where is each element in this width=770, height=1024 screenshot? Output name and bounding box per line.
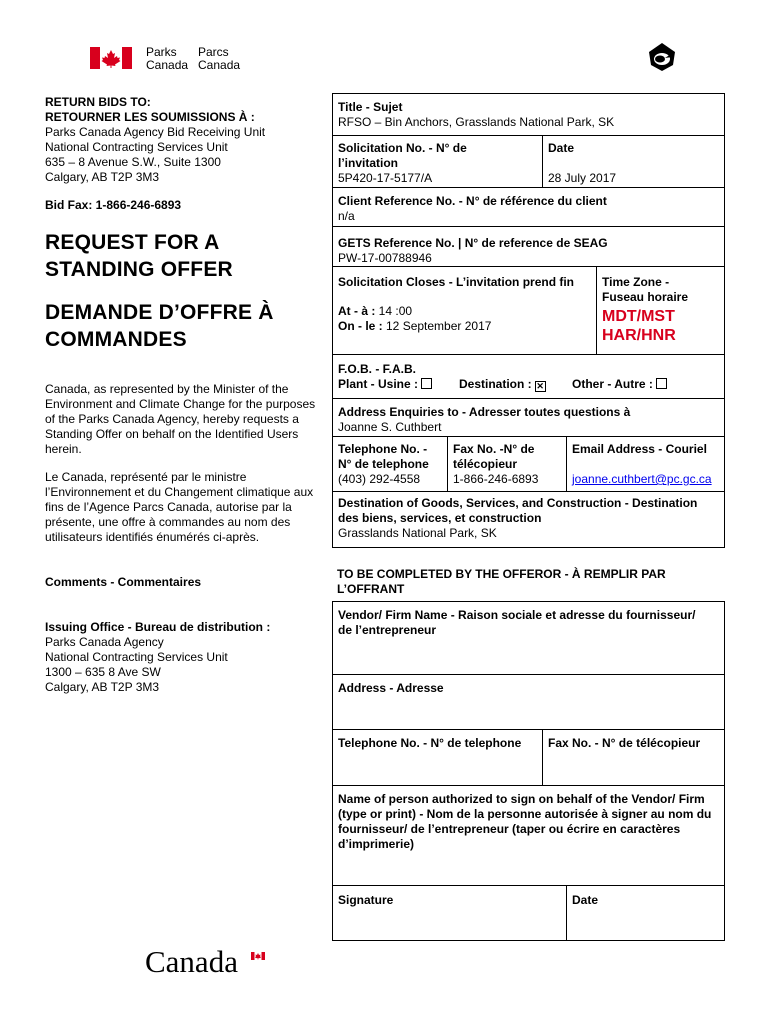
return-bids-block (45, 95, 265, 185)
gets-reference-value: PW-17-00788946 (338, 251, 432, 265)
telephone-field: Telephone No. - N° de telephone (403) 292-4558 (333, 436, 447, 491)
client-reference-value: n/a (338, 209, 355, 223)
authorized-person-field[interactable]: Name of person authorized to sign on behalf of the Vendor/ Firm (type or print) - Nom de la personne autorisée à signer au nom du fournisseur/ de l’entrepreneur (taper ou écrire en caractères d’imprimerie) (333, 785, 724, 885)
vendor-fax-field[interactable]: Fax No. - N° de télécopieur (542, 729, 724, 785)
issuing-office-label: Issuing Office - Bureau de distribution : (45, 620, 271, 634)
return-address-line: 635 – 8 Avenue S.W., Suite 1300 (45, 155, 221, 169)
vendor-name-field[interactable]: Vendor/ Firm Name - Raison sociale et adresse du fournisseur/ de l’entrepreneur (338, 608, 696, 637)
issuing-address-line: Parks Canada Agency (45, 635, 164, 649)
intro-fr: Le Canada, représenté par le ministre l’Environnement et du Changement climatique aux fins de l’Agence Parcs Canada, autorise par la présente, une offre à commandes au nom des utilisateurs identifiés énumérés ci-après. (45, 470, 314, 544)
org-name-en: Parks Canada (146, 45, 189, 72)
solicitation-no-field: Solicitation No. - N° de l’invitation 5P420-17-5177/A (333, 135, 542, 187)
vendor-address-field[interactable]: Address - Adresse (333, 674, 724, 729)
signature-field[interactable]: Signature (333, 885, 566, 940)
destination-goods-field: Destination of Goods, Services, and Construction - Destination des biens, services, et construction Grasslands National Park, SK (333, 491, 724, 547)
destination-goods-value: Grasslands National Park, SK (338, 526, 497, 540)
comments-label: Comments - Commentaires (45, 575, 202, 589)
destination-checkbox[interactable]: ✕ (536, 381, 544, 391)
heading-fr: DEMANDE D’OFFRE À COMMANDES (45, 301, 274, 351)
time-zone-value: MDT/MST HAR/HNR (602, 308, 676, 344)
plant-checkbox[interactable] (421, 378, 432, 389)
wordmark-flag-icon (251, 947, 265, 965)
plant-option: Plant - Usine : (338, 377, 432, 392)
date-value: 28 July 2017 (548, 171, 617, 185)
destination-option: Destination : ✕ (459, 377, 544, 391)
parks-beaver-logo-icon (646, 42, 678, 77)
return-bids-label-en: RETURN BIDS TO: (45, 95, 151, 109)
other-checkbox[interactable] (656, 378, 667, 389)
fob-field: F.O.B. - F.A.B. Plant - Usine : Destination : ✕ Other - Autre : (333, 354, 724, 398)
signature-date-field[interactable]: Date (566, 885, 724, 940)
vendor-telephone-field[interactable]: Telephone No. - N° de telephone (333, 729, 542, 785)
issuing-office-block (45, 620, 270, 695)
canada-flag-icon (90, 47, 132, 74)
fax-field: Fax No. -N° de télécopieur 1-866-246-6893 (447, 436, 566, 491)
address-enquiries-field: Address Enquiries to - Adresser toutes questions à Joanne S. Cuthbert (333, 398, 724, 436)
telephone-value: (403) 292-4558 (338, 472, 421, 486)
bid-fax: Bid Fax: 1-866-246-6893 (45, 198, 182, 212)
org-name-fr: Parcs Canada (198, 45, 241, 72)
issuing-address-line: National Contracting Services Unit (45, 650, 228, 664)
closing-date-value: 12 September 2017 (382, 319, 492, 333)
return-address-line: Calgary, AB T2P 3M3 (45, 170, 160, 184)
closing-time-value: 14 :00 (375, 304, 413, 318)
intro-en: Canada, as represented by the Minister of the Environment and Climate Change for the purposes of the Parks Canada Agency, hereby requests a Standing Offer on behalf on the Identified Users herein. (45, 382, 316, 456)
enquiries-contact-value: Joanne S. Cuthbert (338, 420, 442, 434)
solicitation-form (332, 93, 725, 548)
solicitation-closes-field: Solicitation Closes - L’invitation prend fin At - à : 14 :00 On - le : 12 September 2017 (333, 266, 596, 354)
client-reference-field: Client Reference No. - N° de référence du client n/a (333, 187, 724, 226)
issuing-address-line: 1300 – 635 8 Ave SW (45, 665, 161, 679)
title-value: RFSO – Bin Anchors, Grasslands National Park, SK (338, 115, 615, 129)
offeror-heading: TO BE COMPLETED BY THE OFFEROR - À REMPLIR PAR L’OFFRANT (337, 567, 666, 596)
email-field: Email Address - Couriel joanne.cuthbert@pc.gc.ca (566, 436, 724, 491)
return-address-line: National Contracting Services Unit (45, 140, 228, 154)
gets-reference-field: GETS Reference No. | N° de reference de SEAG PW-17-00788946 (333, 226, 724, 266)
return-address-line: Parks Canada Agency Bid Receiving Unit (45, 125, 266, 139)
title-field: Title - Sujet RFSO – Bin Anchors, Grasslands National Park, SK (333, 98, 724, 132)
canada-wordmark: Canada (145, 944, 238, 979)
date-field: Date 28 July 2017 (542, 135, 724, 187)
time-zone-field: Time Zone - Fuseau horaire MDT/MST HAR/HNR (596, 266, 724, 354)
solicitation-no-value: 5P420-17-5177/A (338, 171, 433, 185)
heading-en: REQUEST FOR A STANDING OFFER (45, 231, 233, 281)
email-link[interactable]: joanne.cuthbert@pc.gc.ca (572, 472, 712, 486)
fax-value: 1-866-246-6893 (453, 472, 539, 486)
offeror-form (332, 601, 725, 941)
other-option: Other - Autre : (572, 377, 667, 392)
issuing-address-line: Calgary, AB T2P 3M3 (45, 680, 160, 694)
return-bids-label-fr: RETOURNER LES SOUMISSIONS À : (45, 110, 255, 124)
